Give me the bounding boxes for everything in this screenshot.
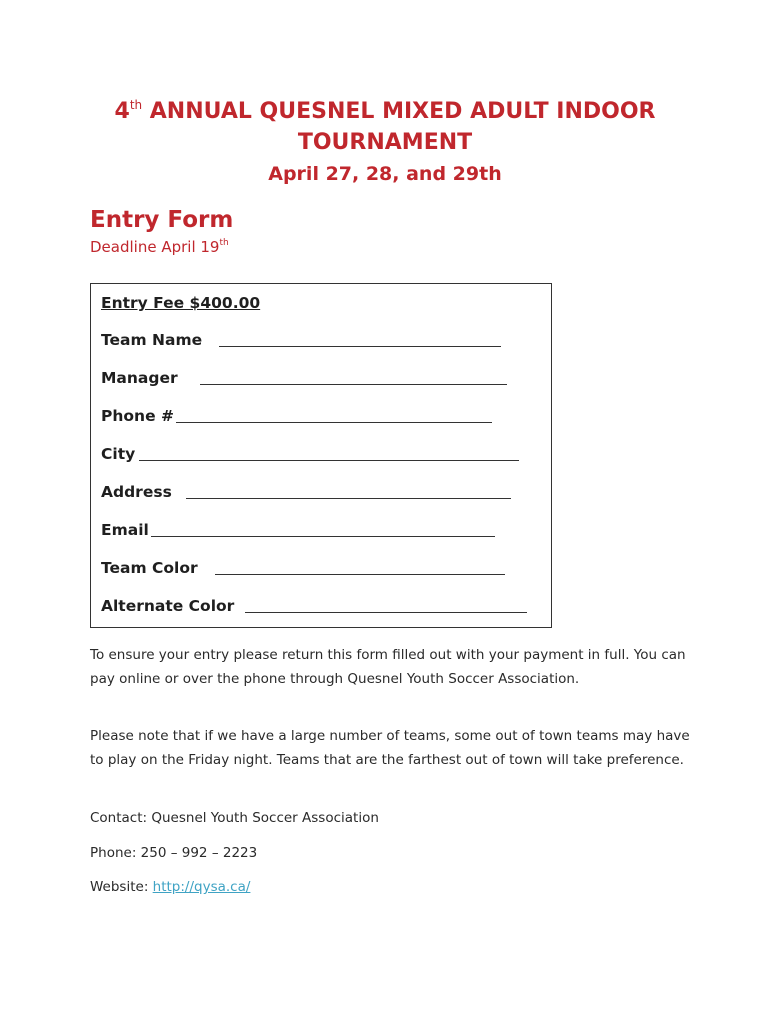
entry-fee-label: Entry Fee $400.00 [101, 294, 261, 312]
title-line-1-text: ANNUAL QUESNEL MIXED ADULT INDOOR [142, 99, 656, 124]
city-blank[interactable] [139, 460, 519, 461]
title-ordinal-suffix: th [129, 98, 143, 112]
phone-label: Phone # [101, 407, 174, 425]
team-name-label: Team Name [101, 331, 203, 349]
manager-label: Manager [101, 369, 178, 387]
email-label: Email [101, 521, 149, 539]
entry-form-heading: Entry Form [90, 207, 234, 233]
contact-line: Contact: Quesnel Youth Soccer Association [90, 810, 379, 826]
title-line-1 [0, 96, 770, 128]
city-label: City [101, 445, 136, 463]
phone-line: Phone: 250 – 992 – 2223 [90, 845, 258, 861]
email-blank[interactable] [151, 536, 495, 537]
website-link[interactable]: http://qysa.ca/ [152, 879, 251, 895]
website-line [90, 875, 690, 899]
address-label: Address [101, 483, 172, 501]
title-ordinal-number: 4 [114, 99, 130, 124]
alternate-color-blank[interactable] [245, 612, 527, 613]
payment-paragraph: To ensure your entry please return this form filled out with your payment in full. You can pay online or over the phone through Quesnel Youth Soccer Association. [90, 647, 686, 687]
team-color-blank[interactable] [215, 574, 505, 575]
alternate-color-label: Alternate Color [101, 597, 235, 615]
team-color-label: Team Color [101, 559, 198, 577]
entry-form-box [90, 283, 552, 628]
website-label: Website: [90, 879, 153, 895]
deadline-text [90, 236, 229, 258]
tournament-dates: April 27, 28, and 29th [268, 163, 502, 185]
phone-blank[interactable] [176, 422, 492, 423]
friday-night-paragraph: Please note that if we have a large number of teams, some out of town teams may have to play on the Friday night. Teams that are the farthest out of town will take preference. [90, 728, 690, 768]
deadline-suffix: th [219, 238, 229, 248]
address-blank[interactable] [186, 498, 511, 499]
title-line-2: TOURNAMENT [297, 130, 473, 155]
deadline-label: Deadline April 19 [90, 238, 220, 256]
manager-blank[interactable] [200, 384, 507, 385]
team-name-blank[interactable] [219, 346, 501, 347]
